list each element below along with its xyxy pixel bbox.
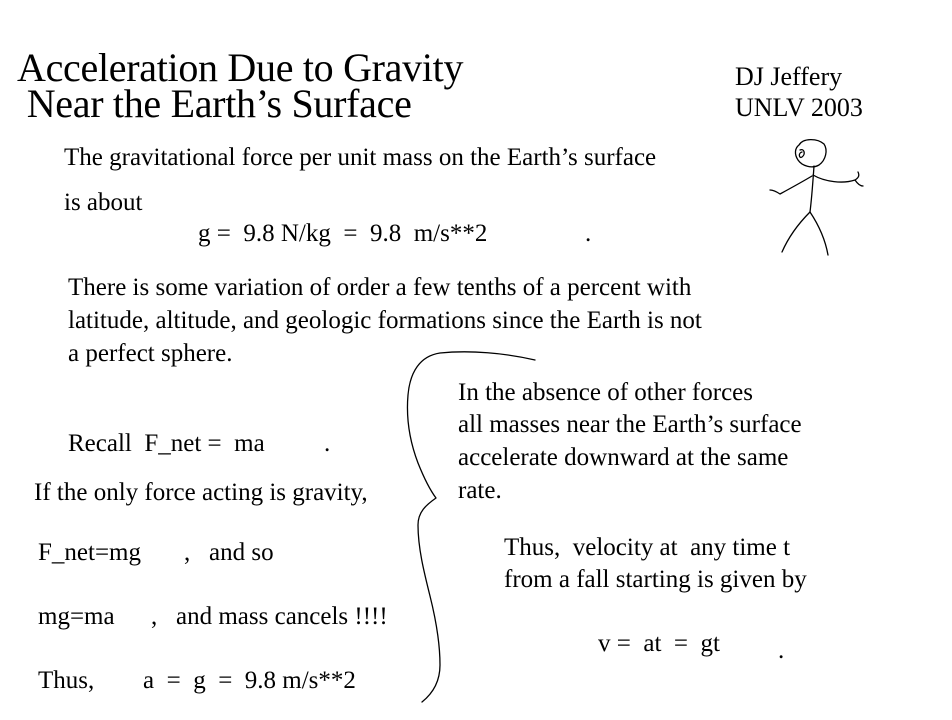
only-force-gravity: If the only force acting is gravity, xyxy=(34,479,368,506)
velocity-line-2: from a fall starting is given by xyxy=(504,566,807,593)
absence-line-1: In the absence of other forces xyxy=(458,379,753,406)
slide-title-line-1: Acceleration Due to Gravity xyxy=(17,45,464,90)
mg-ma-tail: , and mass cancels !!!! xyxy=(151,603,388,630)
acceleration-equation: a = g = 9.8 m/s**2 xyxy=(143,667,356,694)
fnet-mg: F_net=mg xyxy=(38,539,141,566)
absence-line-2: all masses near the Earth’s surface xyxy=(458,411,802,438)
stick-figure-icon xyxy=(770,140,863,255)
variation-line-2: latitude, altitude, and geologic formations since the Earth is not xyxy=(68,307,702,334)
absence-line-4: rate. xyxy=(458,477,502,504)
variation-line-1: There is some variation of order a few tenths of a percent with xyxy=(68,274,692,301)
fnet-mg-tail: , and so xyxy=(184,539,274,566)
velocity-line-1: Thus, velocity at any time t xyxy=(504,534,791,561)
gravity-equation-period: . xyxy=(585,220,592,247)
intro-line-2: is about xyxy=(64,189,143,216)
thus-label: Thus, xyxy=(38,667,95,694)
intro-line-1: The gravitational force per unit mass on the Earth’s surface xyxy=(64,144,657,171)
gravity-equation: g = 9.8 N/kg = 9.8 m/s**2 xyxy=(198,220,488,247)
recall-fnet: Recall F_net = ma xyxy=(68,430,265,457)
variation-line-3: a perfect sphere. xyxy=(68,340,233,367)
author-affiliation: UNLV 2003 xyxy=(735,93,863,122)
velocity-equation-period: . xyxy=(778,637,785,664)
velocity-equation: v = at = gt xyxy=(598,630,720,657)
curly-brace-divider xyxy=(407,352,535,702)
recall-fnet-period: . xyxy=(324,430,331,457)
mg-ma: mg=ma xyxy=(38,603,115,630)
slide-title-line-2: Near the Earth’s Surface xyxy=(17,81,412,126)
absence-line-3: accelerate downward at the same xyxy=(458,444,789,471)
author-name: DJ Jeffery xyxy=(735,62,843,91)
